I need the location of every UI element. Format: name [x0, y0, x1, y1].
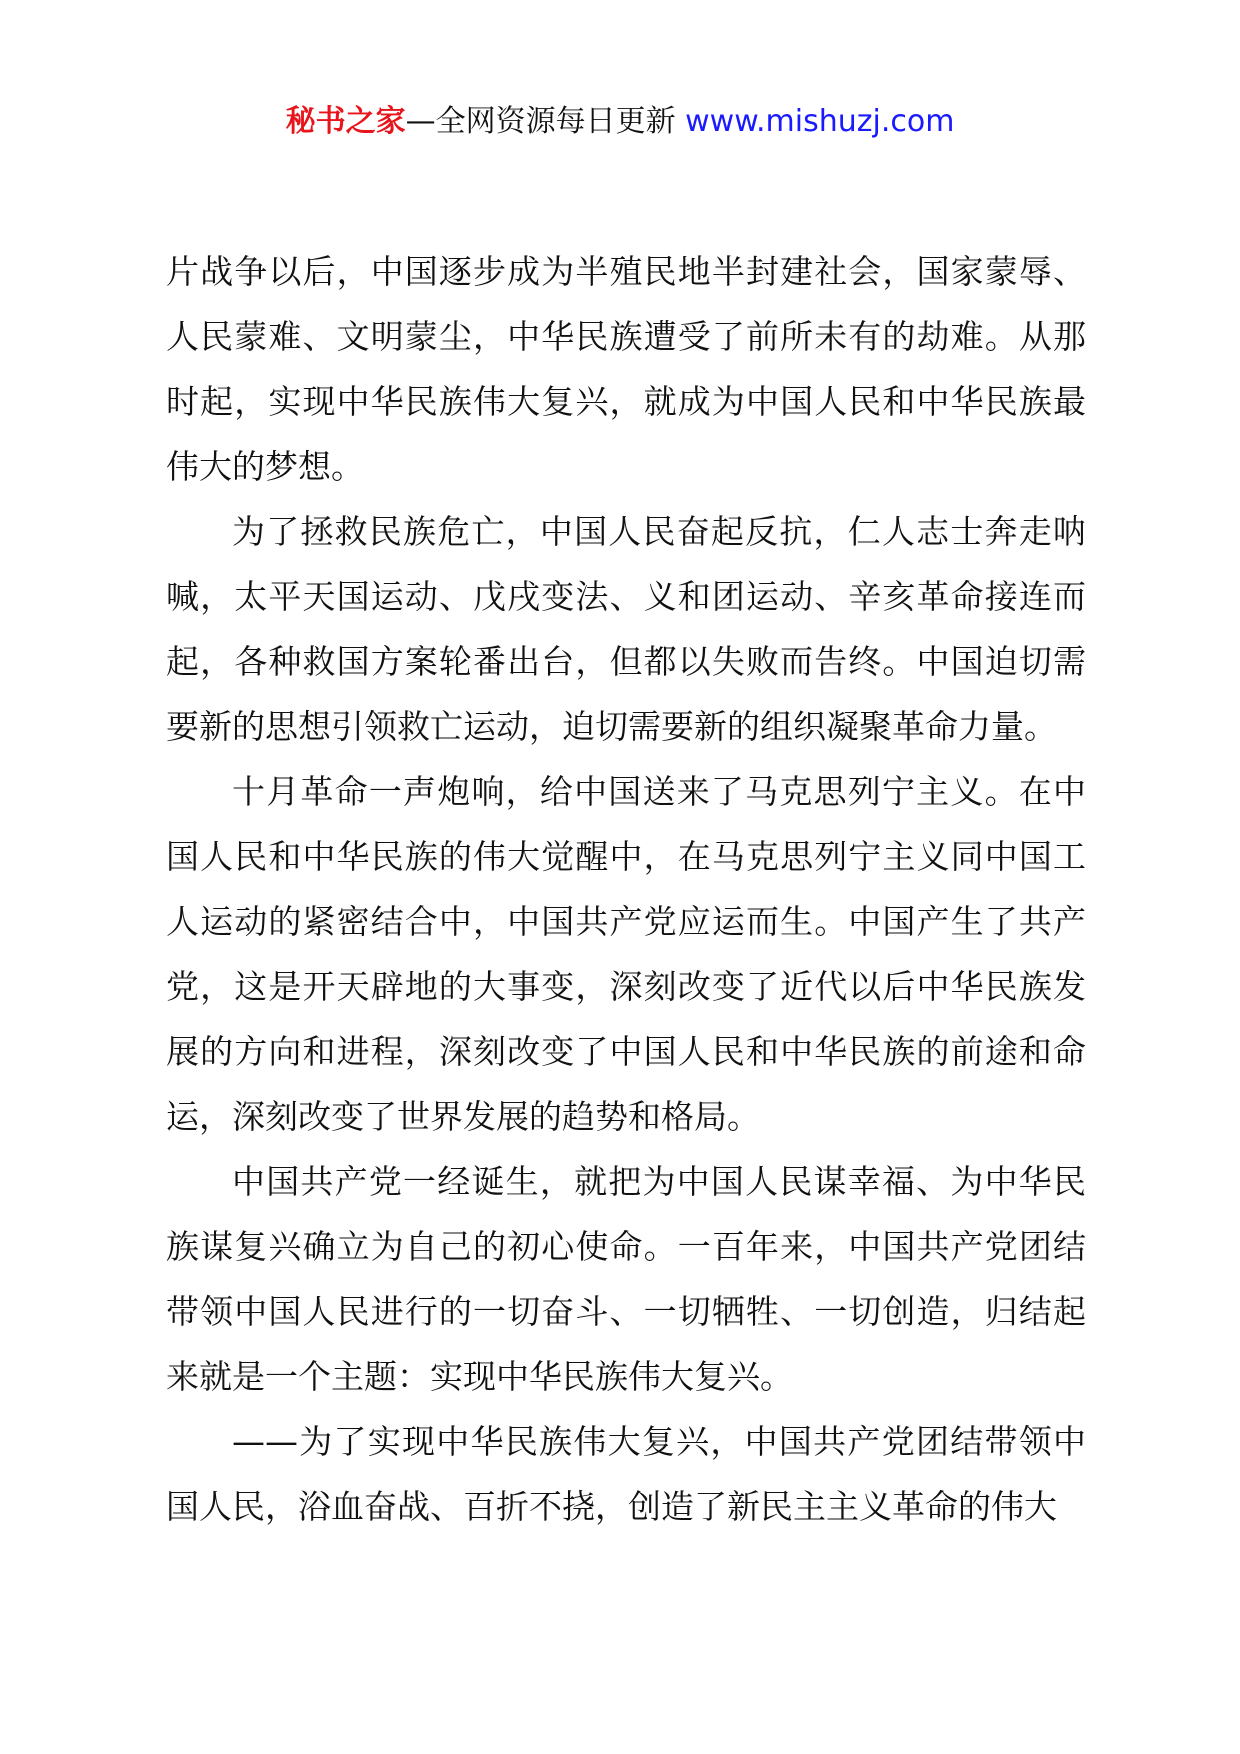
paragraph-4: 中国共产党一经诞生，就把为中国人民谋幸福、为中华民族谋复兴确立为自己的初心使命。一百年来，中国共产党团结带领中国人民进行的一切奋斗、一切牺牲、一切创造，归结起来就是一个主题：实现中华民族伟大复兴。: [166, 1162, 1086, 1396]
brand-name: 秘书之家: [285, 104, 406, 139]
document-body: [166, 239, 1086, 1539]
site-url-link[interactable]: www.mishuzj.com: [685, 104, 955, 139]
paragraph-2: 为了拯救民族危亡，中国人民奋起反抗，仁人志士奔走呐喊，太平天国运动、戊戌变法、义和团运动、辛亥革命接连而起，各种救国方案轮番出台，但都以失败而告终。中国迫切需要新的思想引领救亡运动，迫切需要新的组织凝聚革命力量。: [166, 512, 1086, 746]
paragraph-5: ——为了实现中华民族伟大复兴，中国共产党团结带领中国人民，浴血奋战、百折不挠，创造了新民主主义革命的伟大: [166, 1422, 1086, 1526]
paragraph-3: 十月革命一声炮响，给中国送来了马克思列宁主义。在中国人民和中华民族的伟大觉醒中，在马克思列宁主义同中国工人运动的紧密结合中，中国共产党应运而生。中国产生了共产党，这是开天辟地的大事变，深刻改变了近代以后中华民族发展的方向和进程，深刻改变了中国人民和中华民族的前途和命运，深刻改变了世界发展的趋势和格局。: [166, 772, 1086, 1136]
header-slogan: —全网资源每日更新: [405, 104, 686, 139]
page-header: [0, 100, 1240, 144]
paragraph-1: 片战争以后，中国逐步成为半殖民地半封建社会，国家蒙辱、人民蒙难、文明蒙尘，中华民族遭受了前所未有的劫难。从那时起，实现中华民族伟大复兴，就成为中国人民和中华民族最伟大的梦想。: [166, 252, 1086, 486]
